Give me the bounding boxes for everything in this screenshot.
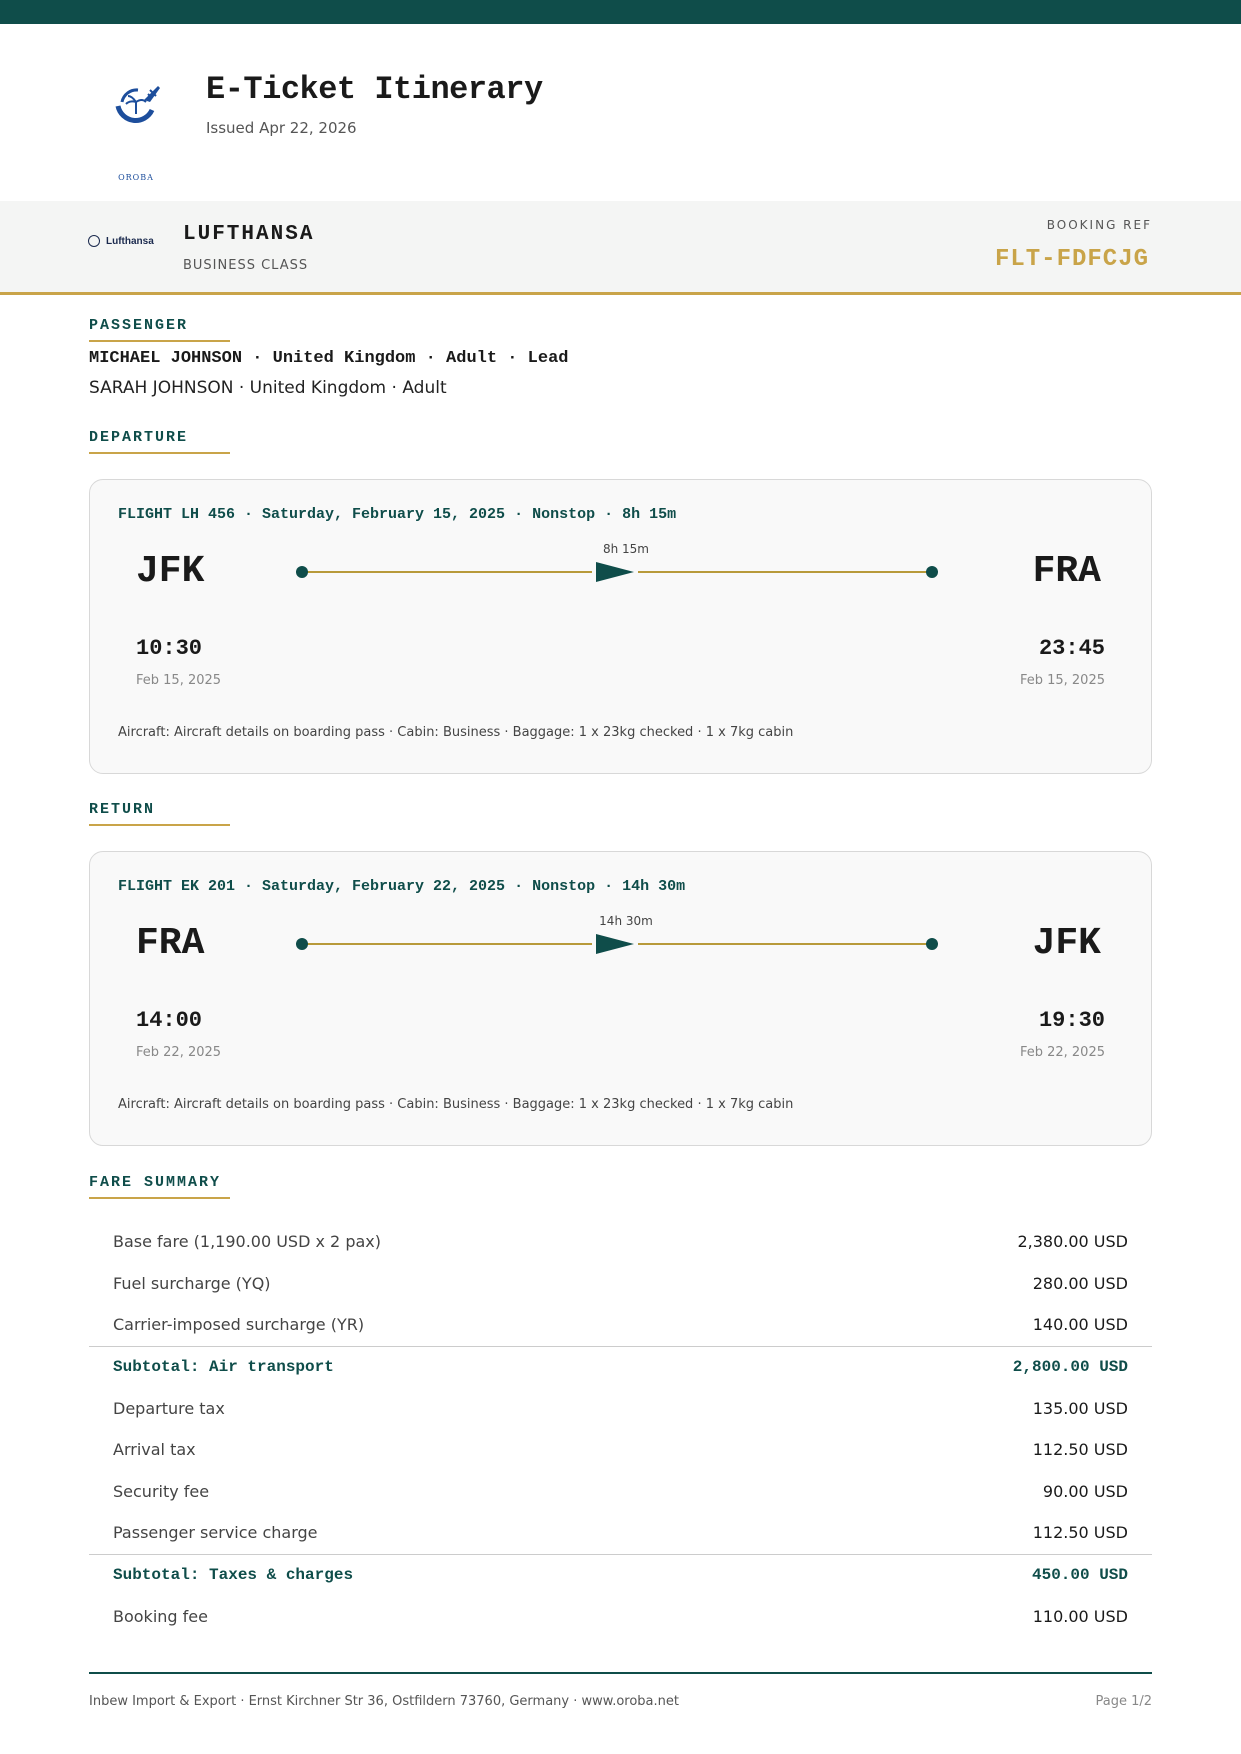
fare-row [89, 1595, 1152, 1637]
flight-details: Aircraft: Aircraft details on boarding pass · Cabin: Business · Baggage: 1 x 23kg checked · 1 x 7kg cabin [118, 725, 794, 740]
fare-row [89, 1263, 1152, 1305]
airline-logo [88, 235, 154, 247]
flight-heading: FLIGHT EK 201 · Saturday, February 22, 2025 · Nonstop · 14h 30m [118, 878, 686, 895]
fare-row [89, 1471, 1152, 1513]
booking-ref-label: BOOKING REF [1046, 218, 1152, 232]
return-flight-card [89, 851, 1152, 1146]
flight-heading: FLIGHT LH 456 · Saturday, February 15, 2025 · Nonstop · 8h 15m [118, 506, 677, 523]
travel-class: BUSINESS CLASS [183, 258, 309, 273]
fare-amount: 2,380.00 USD [1017, 1232, 1128, 1252]
top-accent-bar [0, 0, 1241, 24]
issued-date: Issued Apr 22, 2026 [206, 119, 357, 137]
airline-name: LUFTHANSA [183, 223, 315, 246]
fare-amount: 112.50 USD [1032, 1440, 1128, 1460]
fare-amount: 2,800.00 USD [1012, 1358, 1128, 1377]
fare-row [89, 1512, 1152, 1554]
origin-dot [296, 938, 308, 950]
flight-duration: 8h 15m [602, 542, 649, 556]
arrival-date: Feb 15, 2025 [1019, 673, 1105, 688]
globe-plane-icon [108, 76, 164, 132]
fare-label: Booking fee [113, 1606, 208, 1626]
fare-amount: 135.00 USD [1032, 1398, 1128, 1418]
airline-logo-text: Lufthansa [106, 235, 154, 247]
fare-amount: 450.00 USD [1031, 1566, 1128, 1585]
fare-label: Passenger service charge [113, 1523, 318, 1543]
document-title: E-Ticket Itinerary [206, 71, 543, 108]
fare-amount: 90.00 USD [1042, 1481, 1128, 1501]
departure-time: 10:30 [136, 636, 203, 661]
fare-row [89, 1304, 1152, 1346]
departure-time: 14:00 [136, 1008, 203, 1033]
destination-dot [926, 938, 938, 950]
plane-arrow-icon [592, 562, 638, 582]
departure-date: Feb 22, 2025 [136, 1045, 222, 1060]
departure-date: Feb 15, 2025 [136, 673, 222, 688]
airline-band [0, 201, 1241, 295]
fare-label: Security fee [113, 1481, 210, 1501]
logo-wordmark: OROBA [118, 173, 154, 182]
section-title-departure: DEPARTURE [89, 429, 230, 454]
passenger-other: SARAH JOHNSON · United Kingdom · Adult [89, 378, 447, 398]
fare-amount: 110.00 USD [1032, 1606, 1128, 1626]
arrival-time: 23:45 [1038, 636, 1105, 661]
booking-ref-value: FLT-FDFCJG [994, 246, 1149, 273]
fare-subtotal-row [89, 1346, 1152, 1388]
fare-label: Departure tax [113, 1398, 225, 1418]
footer-company-info: Inbew Import & Export · Ernst Kirchner Str 36, Ostfildern 73760, Germany · www.oroba.net [89, 1694, 679, 1709]
section-title-passenger: PASSENGER [89, 317, 230, 342]
origin-code: FRA [136, 922, 205, 965]
company-logo [108, 76, 164, 182]
arrival-time: 19:30 [1038, 1008, 1105, 1033]
fare-subtotal-row [89, 1554, 1152, 1596]
fare-summary-table [89, 1221, 1152, 1637]
fare-label: Base fare (1,190.00 USD x 2 pax) [113, 1232, 381, 1252]
fare-row [89, 1429, 1152, 1471]
plane-arrow-icon [592, 934, 638, 954]
passenger-lead: MICHAEL JOHNSON · United Kingdom · Adult · Lead [89, 349, 569, 368]
fare-row [89, 1221, 1152, 1263]
origin-code: JFK [136, 550, 205, 593]
destination-dot [926, 566, 938, 578]
destination-code: JFK [1032, 922, 1101, 965]
fare-label: Carrier-imposed surcharge (YR) [113, 1315, 365, 1335]
flight-duration: 14h 30m [599, 914, 653, 928]
origin-dot [296, 566, 308, 578]
fare-label: Fuel surcharge (YQ) [113, 1273, 271, 1293]
fare-row [89, 1387, 1152, 1429]
fare-label: Subtotal: Taxes & charges [113, 1566, 354, 1585]
arrival-date: Feb 22, 2025 [1019, 1045, 1105, 1060]
fare-amount: 140.00 USD [1032, 1315, 1128, 1335]
document-header [0, 24, 1241, 201]
route-line [296, 932, 938, 956]
section-title-fare: FARE SUMMARY [89, 1174, 230, 1199]
destination-code: FRA [1032, 550, 1101, 593]
footer-divider [89, 1672, 1152, 1674]
departure-flight-card [89, 479, 1152, 774]
fare-amount: 280.00 USD [1032, 1273, 1128, 1293]
page-number: Page 1/2 [1095, 1694, 1152, 1709]
fare-label: Subtotal: Air transport [113, 1358, 334, 1377]
fare-label: Arrival tax [113, 1440, 196, 1460]
fare-amount: 112.50 USD [1032, 1523, 1128, 1543]
section-title-return: RETURN [89, 801, 230, 826]
route-line [296, 560, 938, 584]
flight-details: Aircraft: Aircraft details on boarding pass · Cabin: Business · Baggage: 1 x 23kg checked · 1 x 7kg cabin [118, 1097, 794, 1112]
crane-icon [88, 235, 100, 247]
